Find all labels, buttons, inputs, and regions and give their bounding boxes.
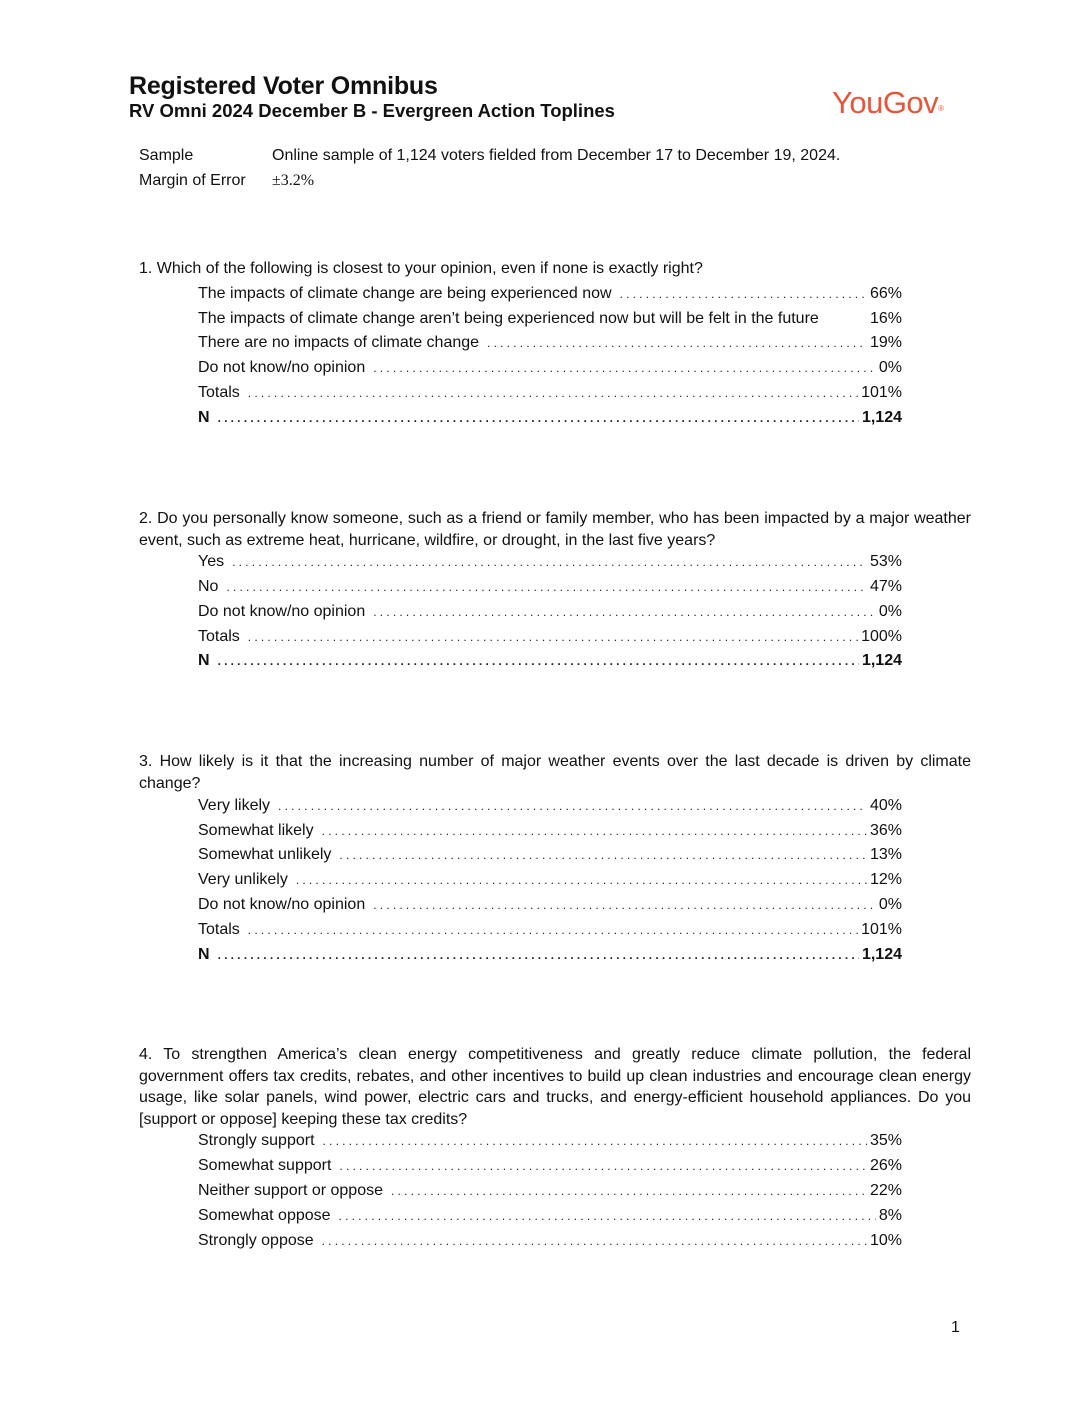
q2-row [198,602,902,622]
q2-row [198,552,902,572]
q2-row-label: Do not know/no opinion [198,603,366,620]
q1-row-label: There are no impacts of climate change [198,334,480,351]
registered-mark: ® [938,104,945,113]
q3-row-value: 12% [869,871,902,888]
q3-totals-label: Totals [198,921,240,938]
q3-row [198,870,902,890]
sample-label: Sample [139,147,194,164]
sample-value: Online sample of 1,124 voters fielded from December 17 to December 19, 2024. [272,147,841,164]
q4-row [198,1131,902,1151]
q2-n-label: N [198,652,210,669]
yougov-logo [832,84,944,122]
q1-row [198,309,902,329]
q4-row-label: Strongly support [198,1132,315,1149]
q1-totals-row [198,383,902,403]
report-subtitle: RV Omni 2024 December B - Evergreen Action Toplines [129,100,615,121]
q3-row-value: 40% [869,797,902,814]
q3-n-label: N [198,946,210,963]
logo-text: YouGov [832,85,939,120]
dot-leader [339,1206,876,1226]
q4-row-label: Somewhat support [198,1157,332,1174]
q1-row-value: 16% [869,310,902,327]
q3-row-value: 36% [869,822,902,839]
page-number: 1 [951,1319,960,1336]
q1-row-label: The impacts of climate change aren’t being experienced now but will be felt in the future [198,310,819,327]
q2-totals-row [198,627,902,647]
dot-leader [391,1181,867,1201]
dot-leader [373,602,876,622]
dot-leader [248,383,858,403]
q1-row-label: Do not know/no opinion [198,359,366,376]
q3-row-label: Somewhat likely [198,822,314,839]
question-4-text: 4. To strengthen America’s clean energy competitiveness and greatly reduce climate pollution, the federal government offers tax credits, rebates, and other incentives to build up clean industries and encourage clean energy usage, like solar panels, wind power, electric cars and trucks, and energy-efficient household appliances. Do you [support or oppose] keeping these tax credits? [139,1046,971,1128]
dot-leader [339,1156,867,1176]
q4-row-value: 22% [869,1182,902,1199]
dot-leader [323,1131,867,1151]
q3-row-label: Very likely [198,797,271,814]
q3-row [198,796,902,816]
q1-totals-label: Totals [198,384,240,401]
q3-row-label: Very unlikely [198,871,288,888]
q1-row-label: The impacts of climate change are being experienced now [198,285,612,302]
q4-row-label: Somewhat oppose [198,1207,331,1224]
question-3-text: 3. How likely is it that the increasing number of major weather events over the last decade is driven by climate change? [139,753,971,792]
dot-leader [487,333,867,353]
dot-leader [322,1231,867,1251]
dot-leader [278,796,867,816]
question-1-text: 1. Which of the following is closest to your opinion, even if none is exactly right? [139,260,703,277]
q3-n-row [198,945,902,965]
q2-row-value: 47% [869,578,902,595]
dot-leader [620,284,867,304]
q2-n-row [198,651,902,671]
q4-row-label: Neither support or oppose [198,1182,383,1199]
question-2-text: 2. Do you personally know someone, such as a friend or family member, who has been impacted by a major weather event, such as extreme heat, hurricane, wildfire, or drought, in the last five years? [139,510,971,549]
q3-row-label: Do not know/no opinion [198,896,366,913]
dot-leader [322,821,867,841]
q1-row [198,333,902,353]
q4-row-value: 10% [869,1232,902,1249]
q1-n-label: N [198,409,210,426]
q1-n-value: 1,124 [861,409,902,426]
q4-row [198,1231,902,1251]
q2-totals-value: 100% [861,628,902,645]
q3-row-value: 13% [869,846,902,863]
q3-totals-value: 101% [861,921,902,938]
dot-leader [232,552,867,572]
moe-label: Margin of Error [139,172,246,189]
q4-row-value: 26% [869,1157,902,1174]
q1-row [198,358,902,378]
dot-leader [218,945,859,965]
q1-row-value: 0% [878,359,902,376]
q3-n-value: 1,124 [861,946,902,963]
q1-n-row [198,408,902,428]
q1-row [198,284,902,304]
dot-leader [296,870,867,890]
q3-row [198,821,902,841]
q4-row [198,1181,902,1201]
q4-row [198,1156,902,1176]
q2-row-label: No [198,578,219,595]
dot-leader [226,577,867,597]
dot-leader [339,845,867,865]
q1-row-value: 19% [869,334,902,351]
q2-row-value: 0% [878,603,902,620]
dot-leader [218,651,859,671]
dot-leader [248,920,858,940]
dot-leader [218,408,859,428]
q4-row [198,1206,902,1226]
q1-totals-value: 101% [861,384,902,401]
dot-leader [248,627,858,647]
dot-leader [373,358,876,378]
q2-row-label: Yes [198,553,225,570]
q2-row [198,577,902,597]
q3-row-value: 0% [878,896,902,913]
q3-row [198,895,902,915]
q3-row-label: Somewhat unlikely [198,846,332,863]
dot-leader [373,895,876,915]
q2-totals-label: Totals [198,628,240,645]
q3-row [198,845,902,865]
q4-row-value: 35% [869,1132,902,1149]
q2-n-value: 1,124 [861,652,902,669]
q3-totals-row [198,920,902,940]
q2-row-value: 53% [869,553,902,570]
moe-value: ±3.2% [272,172,315,189]
q1-row-value: 66% [869,285,902,302]
q4-row-value: 8% [878,1207,902,1224]
report-title: Registered Voter Omnibus [129,72,438,100]
q4-row-label: Strongly oppose [198,1232,314,1249]
